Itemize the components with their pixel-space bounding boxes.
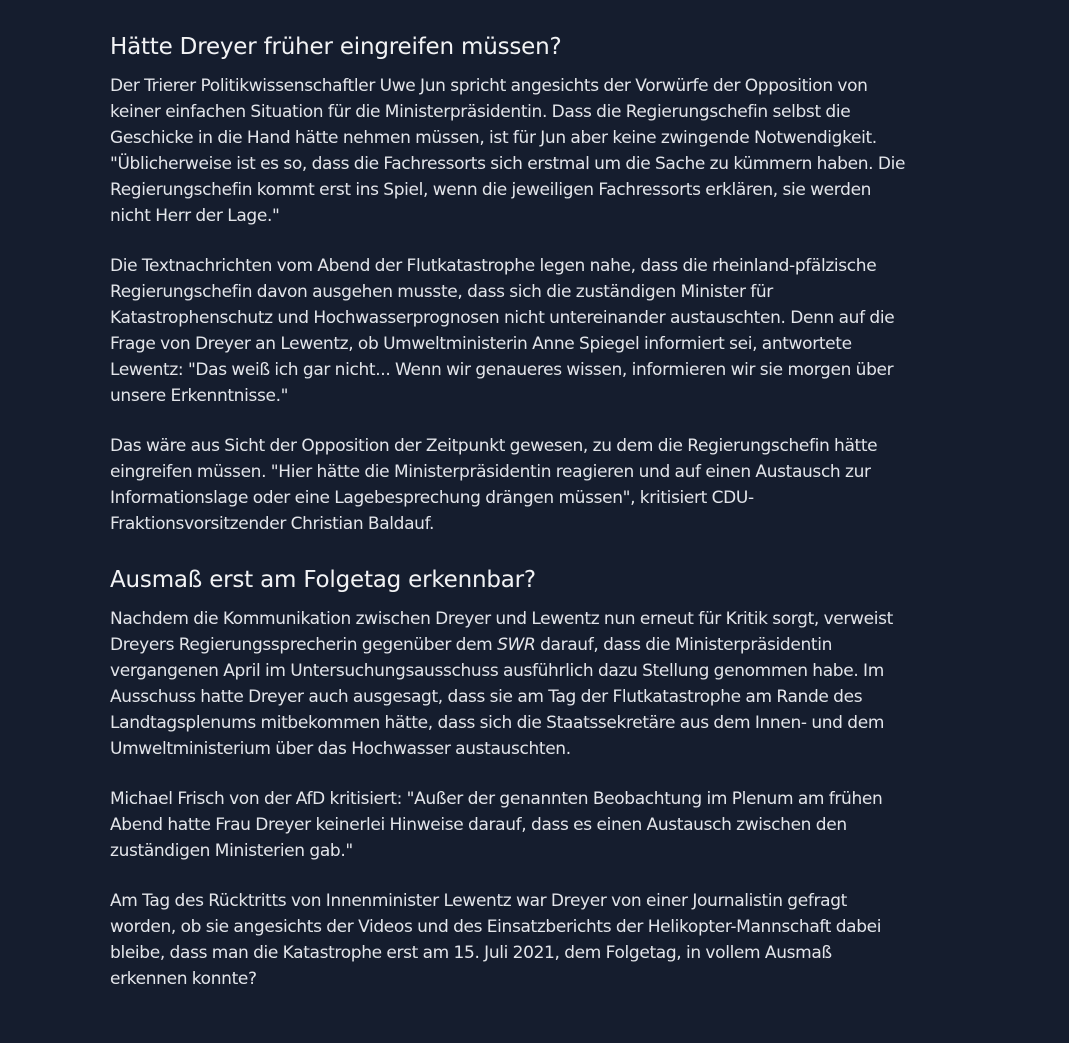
article-body — [110, 0, 910, 1016]
paragraph-text: darauf, dass die Ministerpräsidentin vergangenen April im Untersuchungsausschuss ausführlich dazu Stellung genommen habe. Im Ausschuss hatte Dreyer auch ausgesagt, dass sie am Tag der Flutkatastrophe am Rande des Landtagsplenums mitbekommen hätte, dass sich die Staatssekretäre aus dem Innen- und dem Umweltministerium über das Hochwasser austauschten. — [110, 635, 885, 759]
section-heading: Ausmaß erst am Folgetag erkennbar? — [110, 567, 536, 593]
section-heading: Hätte Dreyer früher eingreifen müssen? — [110, 34, 562, 60]
article-paragraph: Am Tag des Rücktritts von Innenminister Lewentz war Dreyer von einer Journalistin gefragt worden, ob sie angesichts der Videos und des Einsatzberichts der Helikopter-Mannschaft dabei bleibe, dass man die Katastrophe erst am 15. Juli 2021, dem Folgetag, in vollem Ausmaß erkennen konnte? — [110, 891, 882, 989]
article-paragraph: Michael Frisch von der AfD kritisiert: "Außer der genannten Beobachtung im Plenum am frühen Abend hatte Frau Dreyer keinerlei Hinweise darauf, dass es einen Austausch zwischen den zuständigen Ministerien gab." — [110, 789, 883, 861]
article-paragraph — [110, 606, 910, 762]
article-paragraph: Das wäre aus Sicht der Opposition der Zeitpunkt gewesen, zu dem die Regierungschefin hätte eingreifen müssen. "Hier hätte die Ministerpräsidentin reagieren und auf einen Austausch zur Informationslage oder eine Lagebesprechung drängen müssen", kritisiert CDU-Fraktionsvorsitzender Christian Baldauf. — [110, 436, 878, 534]
article-paragraph: Die Textnachrichten vom Abend der Flutkatastrophe legen nahe, dass die rheinland-pfälzische Regierungschefin davon ausgehen musste, dass sich die zuständigen Minister für Katastrophenschutz und Hochwasserprognosen nicht untereinander austauschten. Denn auf die Frage von Dreyer an Lewentz, ob Umweltministerin Anne Spiegel informiert sei, antwortete Lewentz: "Das weiß ich gar nicht... Wenn wir genaueres wissen, informieren wir sie morgen über unsere Erkenntnisse." — [110, 256, 895, 406]
paragraph-text: Nachdem die Kommunikation zwischen Dreyer und Lewentz nun erneut für Kritik sorgt, verweist Dreyers Regierungssprecherin gegenüber dem — [110, 609, 893, 655]
media-name-swr: SWR — [497, 635, 536, 655]
article-paragraph: Der Trierer Politikwissenschaftler Uwe Jun spricht angesichts der Vorwürfe der Opposition von keiner einfachen Situation für die Ministerpräsidentin. Dass die Regierungschefin selbst die Geschicke in die Hand hätte nehmen müssen, ist für Jun aber keine zwingende Notwendigkeit. "Üblicherweise ist es so, dass die Fachressorts sich erstmal um die Sache zu kümmern haben. Die Regierungschefin kommt erst ins Spiel, wenn die jeweiligen Fachressorts erklären, sie werden nicht Herr der Lage." — [110, 76, 906, 226]
